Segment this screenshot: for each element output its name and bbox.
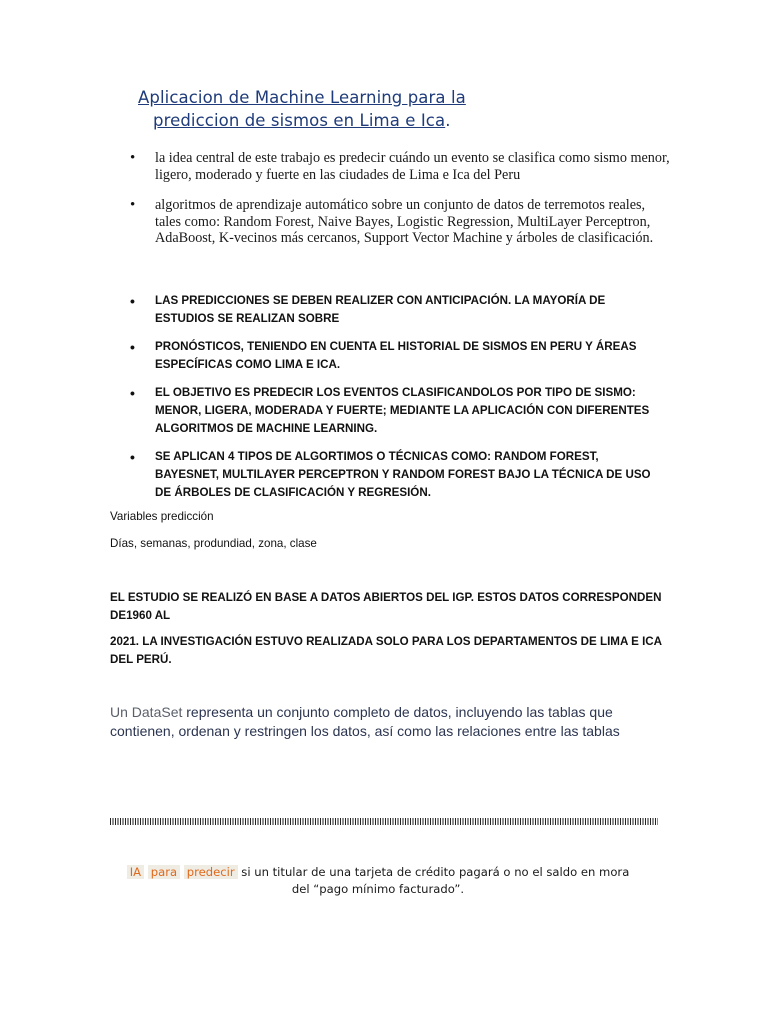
dataset-term: Un DataSet [110, 704, 183, 720]
ia-statement [118, 864, 638, 898]
study-paragraph-2: 2021. LA INVESTIGACIÓN ESTUVO REALIZADA SOLO PARA LOS DEPARTAMENTOS DE LIMA E ICA DEL PERÚ. [110, 635, 662, 666]
title-period: . [445, 111, 451, 130]
study-paragraph-1: EL ESTUDIO SE REALIZÓ EN BASE A DATOS ABIERTOS DEL IGP. ESTOS DATOS CORRESPONDEN DE1960 AL [110, 591, 662, 622]
list-item: • la idea central de este trabajo es predecir cuándo un evento se clasifica como sismo menor, ligero, moderado y fuerte en las ciudades de Lima e Ica del Peru [130, 150, 670, 183]
ia-statement-text: si un titular de una tarjeta de crédito pagará o no el saldo en mora del “pago mínimo facturado”. [237, 865, 630, 896]
list-item: • SE APLICAN 4 TIPOS DE ALGORTIMOS O TÉCNICAS COMO: RANDOM FOREST, BAYESNET, MULTILAYER PERCEPTRON Y RANDOM FOREST BAJO LA TÉCNICA DE USO DE ÁRBOLES DE CLASIFICACIÓN Y REGRESIÓN. [130, 448, 665, 502]
highlight-para: para [148, 865, 180, 879]
title-line-1: Aplicacion de Machine Learning para la [138, 88, 466, 107]
highlight-ia: IA [127, 865, 144, 879]
highlight-predecir: predecir [184, 865, 238, 879]
list-item: • algoritmos de aprendizaje automático sobre un conjunto de datos de terremotos reales, tales como: Random Forest, Naive Bayes, Logistic Regression, MultiLayer Perceptron, AdaBoost, K-vecinos más cercanos, Support Vector Machine y árboles de clasificación. [130, 197, 670, 247]
variables-list: Días, semanas, produndiad, zona, clase [110, 537, 317, 550]
list-item: • EL OBJETIVO ES PREDECIR LOS EVENTOS CLASIFICANDOLOS POR TIPO DE SISMO: MENOR, LIGERA, MODERADA Y FUERTE; MEDIANTE LA APLICACIÓN CON DIFERENTES ALGORITMOS DE MACHINE LEARNING. [130, 384, 665, 438]
dataset-definition [110, 703, 670, 740]
title-line-2-text: prediccion de sismos en Lima e Ica [153, 111, 446, 130]
variables-heading: Variables predicción [110, 510, 214, 523]
list-item: • LAS PREDICCIONES SE DEBEN REALIZER CON ANTICIPACIÓN. LA MAYORÍA DE ESTUDIOS SE REALIZAN SOBRE [130, 292, 665, 328]
summary-bullet-list [130, 292, 665, 512]
dataset-description: representa un conjunto completo de datos, incluyendo las tablas que contienen, ordenan y restringen los datos, así como las relaciones entre las tablas [110, 704, 620, 739]
dotted-divider [110, 818, 658, 825]
intro-bullet-list [130, 150, 670, 261]
document-title [138, 86, 498, 132]
list-item: • PRONÓSTICOS, TENIENDO EN CUENTA EL HISTORIAL DE SISMOS EN PERU Y ÁREAS ESPECÍFICAS COMO LIMA E ICA. [130, 338, 665, 374]
title-line-2 [138, 109, 498, 132]
